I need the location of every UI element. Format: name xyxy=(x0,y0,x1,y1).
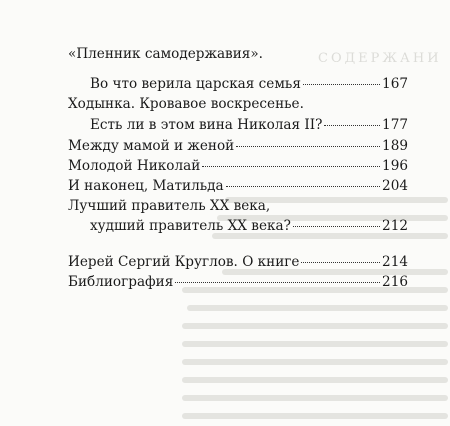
dot-leader xyxy=(293,226,380,227)
toc-entry-page: 212 xyxy=(382,218,408,234)
toc-entry[interactable] xyxy=(90,218,408,235)
toc-entry[interactable] xyxy=(68,158,408,175)
dot-leader xyxy=(226,186,380,187)
toc-entry[interactable] xyxy=(90,117,408,134)
toc-entry-title: Иерей Сергий Круглов. О книге xyxy=(68,254,300,270)
toc-entry-title: худший правитель XX века? xyxy=(90,218,291,234)
show-through-header: СОДЕРЖАНИ xyxy=(318,51,442,66)
toc-entry-page: 216 xyxy=(382,274,408,290)
dot-leader xyxy=(301,262,380,263)
toc-entry-title: Во что верила царская семья xyxy=(90,76,301,92)
toc-entry-page: 177 xyxy=(382,117,408,133)
toc-entry-title: Есть ли в этом вина Николая II? xyxy=(90,117,323,133)
dot-leader xyxy=(324,125,380,126)
toc-entry[interactable] xyxy=(68,178,408,195)
toc-entry-page: 167 xyxy=(382,76,408,92)
dot-leader xyxy=(175,282,380,283)
toc-entry-title[interactable]: Лучший правитель XX века, xyxy=(68,198,271,214)
toc-entry[interactable] xyxy=(90,76,408,93)
toc-entry-title: Библиография xyxy=(68,274,174,290)
toc-entry[interactable] xyxy=(68,274,408,291)
toc-entry-title: Между мамой и женой xyxy=(68,138,235,154)
dot-leader xyxy=(236,146,380,147)
toc-entry-page: 204 xyxy=(382,178,408,194)
toc-entry-page: 214 xyxy=(382,254,408,270)
toc-entry[interactable] xyxy=(68,138,408,155)
toc-intro-heading: «Пленник самодержавия». xyxy=(68,46,263,62)
toc-entry-title[interactable]: Ходынка. Кровавое воскресенье. xyxy=(68,96,304,112)
toc-entry-page: 196 xyxy=(382,158,408,174)
toc-entry-title: Молодой Николай xyxy=(68,158,201,174)
dot-leader xyxy=(202,166,380,167)
toc-entry-title: И наконец, Матильда xyxy=(68,178,224,194)
toc-entry-page: 189 xyxy=(382,138,408,154)
toc-entry[interactable] xyxy=(68,254,408,271)
dot-leader xyxy=(303,84,380,85)
